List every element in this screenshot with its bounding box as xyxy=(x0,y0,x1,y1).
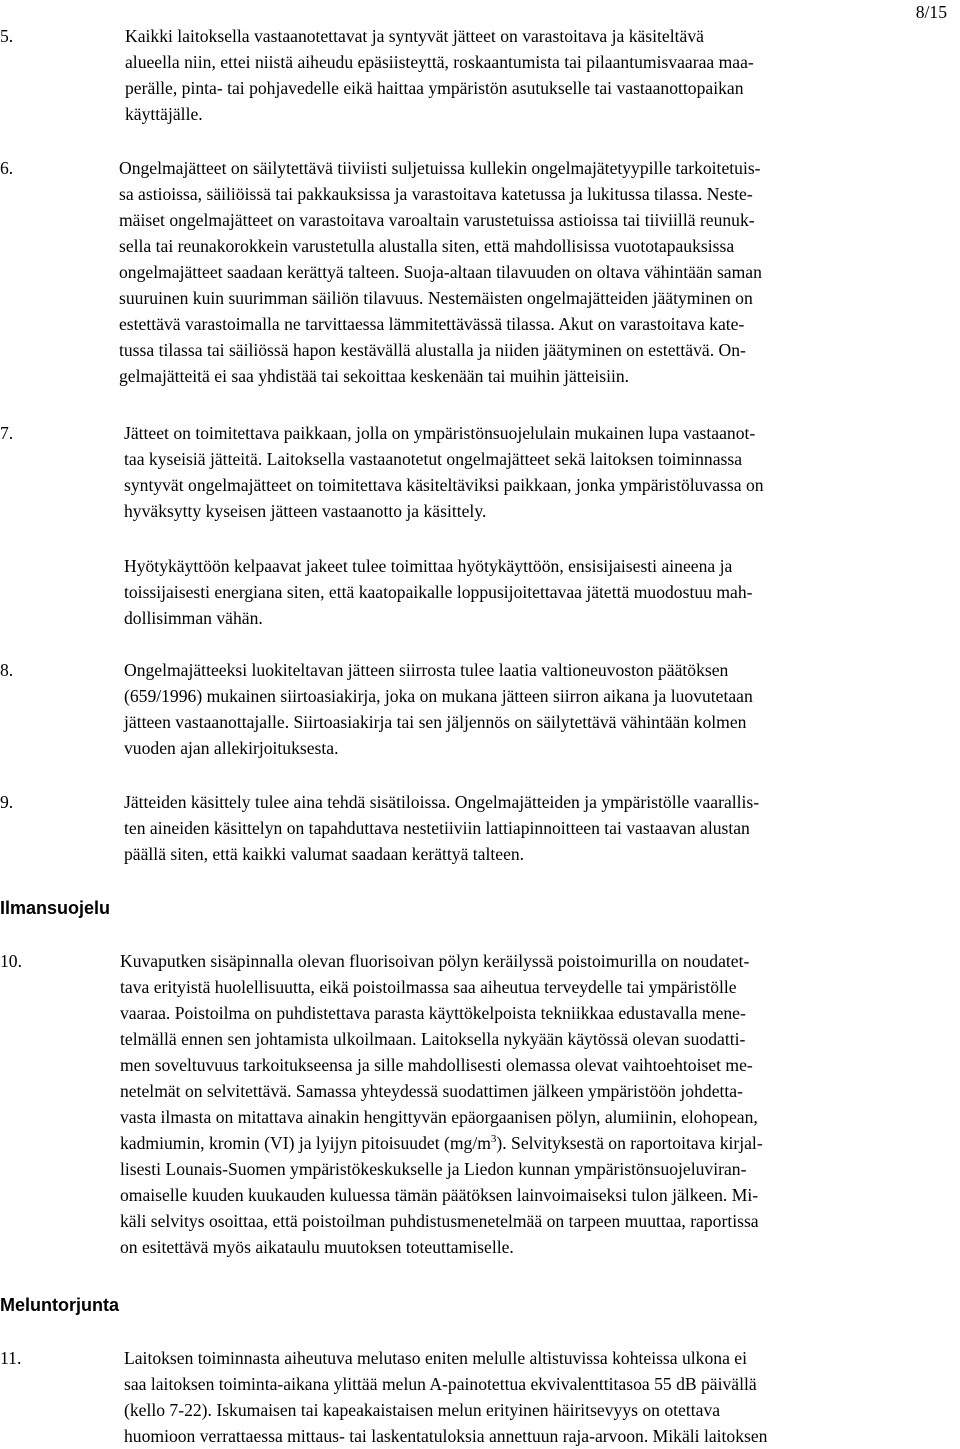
text-line: tussa tilassa tai säiliössä hapon kestävällä alustalla ja niiden jäätyminen on estettävä. On- xyxy=(119,340,746,360)
text-line: suuruinen kuin suurimman säiliön tilavuus. Nestemäisten ongelmajätteiden jäätyminen on xyxy=(119,288,753,308)
text-line: mäiset ongelmajätteet on varastoitava varoaltain varustetuissa astioissa tai tiiviillä reunuk- xyxy=(119,210,755,230)
text-line: hyväksytty kyseisen jätteen vastaanotto ja käsittely. xyxy=(124,501,487,521)
text-line: vuoden ajan allekirjoituksesta. xyxy=(124,738,339,758)
text-line: Ongelmajätteet on säilytettävä tiiviisti suljetuissa kullekin ongelmajätetyypille tarkoitetuis- xyxy=(119,158,761,178)
text-line: Kuvaputken sisäpinnalla olevan fluorisoivan pölyn keräilyssä poistoimurilla on noudatet- xyxy=(120,951,750,971)
item-number: 6. xyxy=(0,158,14,178)
text-line: Kaikki laitoksella vastaanotettavat ja syntyvät jätteet on varastoitava ja käsiteltävä xyxy=(125,26,704,46)
text-line: ten aineiden käsittelyn on tapahduttava nestetiiviin lattiapinnoitteen tai vastaavan alustan xyxy=(124,818,750,838)
text-line: Laitoksen toiminnasta aiheutuva melutaso eniten melulle altistuvissa kohteissa ulkona ei xyxy=(124,1348,747,1368)
text-line: sa astioissa, säiliöissä tai pakkauksissa ja varastoitava katetussa ja lukitussa tilassa. Neste- xyxy=(119,184,753,204)
text-line: taa kyseisiä jätteitä. Laitoksella vastaanotetut ongelmajätteet sekä laitoksen toiminnassa xyxy=(124,449,743,469)
text-line: alueella niin, ettei niistä aiheudu epäsiisteyttä, roskaantumista tai pilaantumisvaaraa maa- xyxy=(125,52,754,72)
text-line: ongelmajätteet saadaan kerättyä talteen. Suoja-altaan tilavuuden on oltava vähintään saman xyxy=(119,262,762,282)
text-line: vaaraa. Poistoilma on puhdistettava parasta käyttökelpoista tekniikkaa edustavalla mene- xyxy=(120,1003,746,1023)
item-number: 8. xyxy=(0,660,14,680)
text-line: käyttäjälle. xyxy=(125,104,203,124)
text-line: men soveltuvuus tarkoitukseensa ja sille mahdollisesti olemassa olevat vaihtoehtoiset me- xyxy=(120,1055,753,1075)
text-line: Hyötykäyttöön kelpaavat jakeet tulee toimittaa hyötykäyttöön, ensisijaisesti aineena ja xyxy=(124,556,733,576)
text-line: sella tai reunakorokkein varustetulla alustalla siten, että mahdollisissa vuototapauksissa xyxy=(119,236,735,256)
text-line: dollisimman vähän. xyxy=(124,608,263,628)
superscript: 3 xyxy=(490,1133,497,1146)
section-heading-air: Ilmansuojelu xyxy=(0,898,111,918)
text-line: lisesti Lounais-Suomen ympäristökeskukselle ja Liedon kunnan ympäristönsuojeluviran- xyxy=(120,1159,747,1179)
text-line: gelmajätteitä ei saa yhdistää tai sekoittaa keskenään tai muihin jätteisiin. xyxy=(119,366,630,386)
item-number: 7. xyxy=(0,423,14,443)
text-line: Jätteiden käsittely tulee aina tehdä sisätiloissa. Ongelmajätteiden ja ympäristölle vaarallis- xyxy=(124,792,760,812)
text-line: netelmät on selvitettävä. Samassa yhteydessä suodattimen jälkeen ympäristöön johdetta- xyxy=(120,1081,743,1101)
text-line: tava erityistä huolellisuutta, eikä poistoilmassa saa aiheutua terveydelle tai ympäristölle xyxy=(120,977,737,997)
text-line: estettävä varastoimalla ne tarvittaessa lämmitettävässä tilassa. Akut on varastoitava kate- xyxy=(119,314,745,334)
section-heading-noise: Meluntorjunta xyxy=(0,1295,119,1315)
text-line: omaiselle kuuden kuukauden kuluessa tämän päätöksen lainvoimaiseksi tulon jälkeen. Mi- xyxy=(120,1185,759,1205)
text-line: Jätteet on toimitettava paikkaan, jolla on ympäristönsuojelulain mukainen lupa vastaanot- xyxy=(124,423,756,443)
item-number: 5. xyxy=(0,26,14,46)
text-line: telmällä ennen sen johtamista ulkoilmaan. Laitoksella nykyään käytössä olevan suodatti- xyxy=(120,1029,746,1049)
text-line: päällä siten, että kaikki valumat saadaan kerättyä talteen. xyxy=(124,844,525,864)
item-number: 11. xyxy=(0,1348,22,1368)
text-line: käli selvitys osoittaa, että poistoilman puhdistusmenetelmää on tarpeen muuttaa, raportissa xyxy=(120,1211,759,1231)
text-line: syntyvät ongelmajätteet on toimitettava käsiteltäviksi paikkaan, jonka ympäristöluvassa on xyxy=(124,475,764,495)
text-segment: kadmiumin, kromin (VI) ja lyijyn pitoisuudet (mg/m xyxy=(120,1133,491,1153)
text-line: (659/1996) mukainen siirtoasiakirja, joka on mukana jätteen siirron aikana ja luovutetaan xyxy=(124,686,753,706)
text-line: (kello 7-22). Iskumaisen tai kapeakaistaisen melun erityinen häiritsevyys on otettava xyxy=(124,1400,721,1420)
text-line: jätteen vastaanottajalle. Siirtoasiakirja tai sen jäljennös on säilytettävä vähintään kolmen xyxy=(124,712,747,732)
item-number: 10. xyxy=(0,951,22,971)
text-segment: ). Selvityksestä on raportoitava kirjal- xyxy=(496,1133,763,1153)
text-line: perälle, pinta- tai pohjavedelle eikä haittaa ympäristön asutukselle tai vastaanottopaikan xyxy=(125,78,744,98)
text-line: saa laitoksen toiminta-aikana ylittää melun A-painotettua ekvivalenttitasoa 55 dB päivällä xyxy=(124,1374,757,1394)
text-line: Ongelmajätteeksi luokiteltavan jätteen siirrosta tulee laatia valtioneuvoston päätöksen xyxy=(124,660,729,680)
text-line: toissijaisesti energiana siten, että kaatopaikalle loppusijoitettavaa jätettä muodostuu mah- xyxy=(124,582,753,602)
item-number: 9. xyxy=(0,792,14,812)
text-line: huomioon verrattaessa mittaus- tai laskentatuloksia annettuun raja-arvoon. Mikäli laitoksen xyxy=(124,1426,768,1446)
page-number: 8/15 xyxy=(915,2,947,22)
text-line: vasta ilmasta on mitattava ainakin hengittyvän epäorgaanisen pölyn, alumiinin, elohopean, xyxy=(120,1107,758,1127)
text-line xyxy=(120,1130,763,1156)
text-line: on esitettävä myös aikataulu muutoksen toteuttamiselle. xyxy=(120,1237,514,1257)
